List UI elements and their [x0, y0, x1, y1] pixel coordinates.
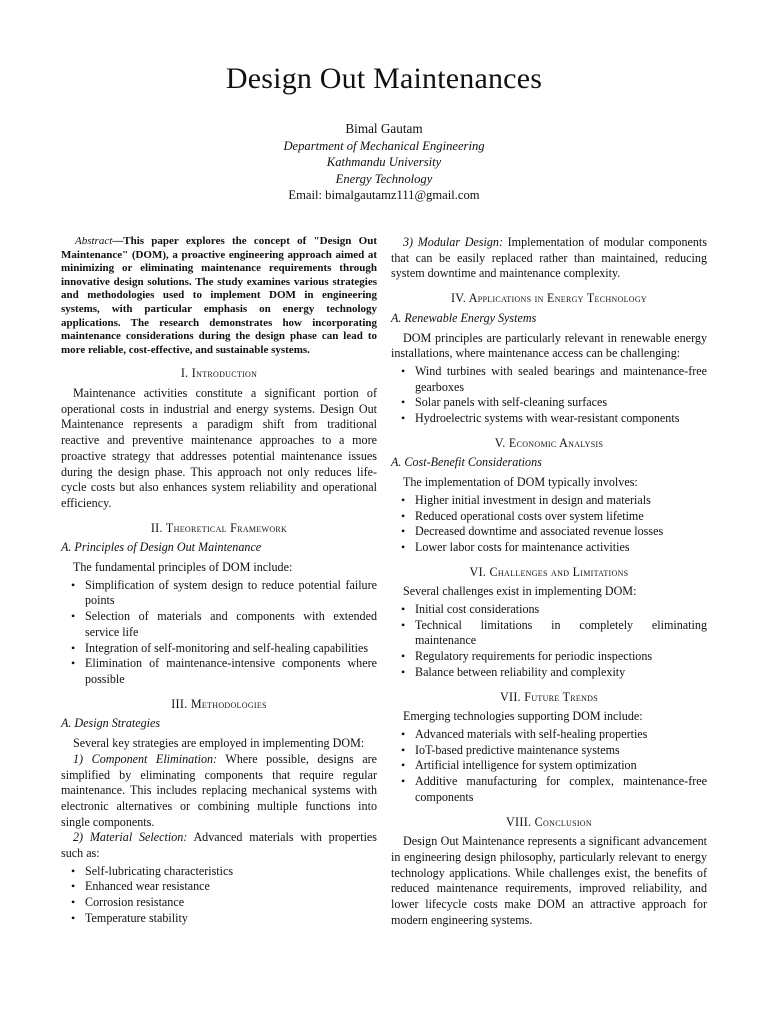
- author-name: Bimal Gautam: [345, 121, 423, 136]
- strategies-intro: Several key strategies are employed in implementing DOM:: [73, 736, 365, 751]
- bullet-icon: •: [71, 910, 76, 925]
- author-program: Energy Technology: [335, 171, 433, 186]
- subsection-heading-cost-benefit: A. Cost-Benefit Considerations: [391, 455, 542, 470]
- future-list: [391, 727, 707, 806]
- bullet-icon: •: [401, 602, 406, 617]
- section-heading-challenges: VI. Challenges and Limitations: [469, 564, 629, 579]
- list-item-text: Temperature stability: [85, 910, 188, 925]
- principles-intro: The fundamental principles of DOM include:: [73, 560, 293, 575]
- list-item-text: Lower labor costs for maintenance activities: [415, 539, 630, 554]
- list-item: [401, 492, 707, 509]
- list-item: [401, 726, 707, 743]
- list-item-text: Corrosion resistance: [85, 895, 185, 910]
- list-item-text: Higher initial investment in design and materials: [415, 492, 651, 507]
- list-item-text: Integration of self-monitoring and self-healing capabilities: [85, 640, 369, 655]
- abstract: [61, 235, 377, 357]
- material-selection-text: Advanced materials with properties such as:: [61, 830, 378, 861]
- list-item-text: Advanced materials with self-healing properties: [415, 726, 648, 741]
- component-elimination-text: Where possible, designs are simplified by eliminating components that require regular maintenance. This includes replacing mechanical systems with electronic alternatives or combining multiple functions into single components.: [61, 751, 377, 829]
- list-item: [401, 617, 707, 649]
- introduction-paragraph: Maintenance activities constitute a significant portion of operational costs in industrial and energy systems. Design Out Maintenance represents a paradigm shift from traditional reactive and preventive maintenance approaches to a more proactive strategy that addresses potential maintenance issues during the design phase. This approach not only reduces life-cycle costs but also enhances system reliability and operational efficiency.: [61, 386, 377, 510]
- bullet-icon: •: [401, 742, 406, 757]
- economic-list: [391, 493, 707, 556]
- section-heading-economic: V. Economic Analysis: [494, 435, 604, 450]
- bullet-icon: •: [71, 863, 76, 878]
- list-item-text: Initial cost considerations: [415, 602, 540, 617]
- list-item: [401, 539, 707, 556]
- author-email: Email: bimalgautamz111@gmail.com: [288, 187, 480, 202]
- list-item-text: Regulatory requirements for periodic inspections: [415, 649, 653, 664]
- list-item: [71, 609, 377, 640]
- list-item-text: Technical limitations in completely eliminating maintenance: [415, 617, 707, 648]
- abstract-lead: Abstract: [75, 235, 113, 247]
- author-university: Kathmandu University: [326, 155, 442, 170]
- list-item-text: Simplification of system design to reduce potential failure points: [85, 577, 377, 608]
- list-item: [71, 895, 377, 911]
- applications-intro: DOM principles are particularly relevant in renewable energy installations, where maintenance access can be challenging:: [391, 330, 707, 361]
- list-item: [401, 742, 707, 759]
- list-item: [401, 774, 707, 805]
- paper-title: Design Out Maintenances: [225, 62, 543, 95]
- list-item: [71, 863, 377, 880]
- list-item-text: Artificial intelligence for system optimization: [415, 758, 637, 773]
- component-elimination-paragraph: [61, 752, 377, 831]
- bullet-icon: •: [401, 508, 406, 523]
- bullet-icon: •: [71, 879, 76, 894]
- bullet-icon: •: [401, 492, 406, 507]
- list-item-text: Elimination of maintenance-intensive components where possible: [85, 656, 377, 686]
- author-department: Department of Mechanical Engineering: [283, 139, 485, 154]
- list-item-text: Balance between reliability and complexity: [415, 664, 626, 679]
- list-item: [401, 649, 707, 665]
- bullet-icon: •: [401, 774, 406, 789]
- bullet-icon: •: [401, 411, 406, 426]
- list-item: [71, 656, 377, 687]
- author-block: [0, 121, 768, 203]
- list-item-text: Self-lubricating characteristics: [85, 863, 234, 878]
- applications-list: [391, 364, 707, 427]
- section-heading-conclusion: VIII. Conclusion: [506, 814, 592, 829]
- bullet-icon: •: [71, 609, 76, 624]
- modular-design-label: 3) Modular Design:: [403, 235, 503, 249]
- modular-design-paragraph: [391, 235, 707, 282]
- list-item-text: Reduced operational costs over system lifetime: [415, 508, 644, 523]
- list-item: [401, 524, 707, 540]
- future-intro: Emerging technologies supporting DOM include:: [403, 709, 643, 724]
- list-item-text: Solar panels with self-cleaning surfaces: [415, 395, 608, 410]
- list-item: [71, 640, 377, 657]
- bullet-icon: •: [71, 577, 76, 592]
- bullet-icon: •: [401, 664, 406, 679]
- principles-list: [61, 578, 377, 688]
- bullet-icon: •: [71, 640, 76, 655]
- list-item: [401, 602, 707, 618]
- list-item: [71, 910, 377, 927]
- list-item: [401, 508, 707, 525]
- section-heading-future-trends: VII. Future Trends: [499, 689, 599, 704]
- section-heading-introduction: I. Introduction: [180, 366, 258, 381]
- material-selection-label: 2) Material Selection:: [73, 830, 188, 845]
- bullet-icon: •: [401, 363, 406, 378]
- bullet-icon: •: [401, 617, 406, 632]
- list-item: [401, 664, 707, 681]
- right-column: [391, 235, 707, 928]
- list-item-text: Additive manufacturing for complex, maintenance-free components: [415, 774, 707, 804]
- material-properties-list: [61, 864, 377, 927]
- material-selection-paragraph: [61, 830, 377, 861]
- list-item-text: IoT-based predictive maintenance systems: [415, 742, 620, 757]
- bullet-icon: •: [401, 395, 406, 410]
- bullet-icon: •: [71, 656, 76, 671]
- subsection-heading-design-strategies: A. Design Strategies: [61, 716, 161, 731]
- modular-design-text: Implementation of modular components that can be easily replaced rather than maintained, reducing system downtime and maintenance complexity.: [391, 235, 707, 281]
- list-item-text: Enhanced wear resistance: [85, 879, 210, 894]
- bullet-icon: •: [401, 758, 406, 773]
- list-item: [401, 395, 707, 411]
- component-elimination-label: 1) Component Elimination:: [73, 751, 218, 766]
- subsection-heading-renewable: A. Renewable Energy Systems: [391, 310, 537, 325]
- list-item: [401, 758, 707, 774]
- list-item-text: Wind turbines with sealed bearings and maintenance-free gearboxes: [415, 363, 707, 394]
- list-item: [71, 879, 377, 895]
- list-item-text: Decreased downtime and associated revenue losses: [415, 524, 664, 539]
- economic-intro: The implementation of DOM typically involves:: [403, 475, 638, 490]
- abstract-text: —This paper explores the concept of "Design Out Maintenance" (DOM), a proactive engineering approach aimed at minimizing or eliminating maintenance requirements through innovative design solutions. The study examines various strategies and methodologies used to implement DOM in engineering systems, with particular emphasis on energy technology applications. The research demonstrates how incorporating maintenance considerations during the design phase can lead to more reliable, cost-effective, and sustainable systems.: [61, 235, 377, 356]
- section-heading-methodologies: III. Methodologies: [171, 696, 267, 711]
- challenges-list: [391, 602, 707, 681]
- bullet-icon: •: [401, 539, 406, 554]
- list-item-text: Selection of materials and components with extended service life: [85, 609, 377, 639]
- bullet-icon: •: [71, 895, 76, 910]
- list-item-text: Hydroelectric systems with wear-resistant components: [415, 411, 680, 426]
- bullet-icon: •: [401, 524, 406, 539]
- subsection-heading-principles: A. Principles of Design Out Maintenance: [61, 540, 262, 555]
- left-column: [61, 235, 377, 929]
- bullet-icon: •: [401, 649, 406, 664]
- challenges-intro: Several challenges exist in implementing DOM:: [403, 584, 637, 599]
- list-item: [401, 363, 707, 395]
- list-item: [71, 577, 377, 609]
- conclusion-paragraph: Design Out Maintenance represents a significant advancement in engineering design philosophy, particularly relevant to energy technology applications. While challenges exist, the benefits of reduced maintenance requirements, improved reliability, and lower lifecycle costs make DOM an attractive approach for modern engineering systems.: [391, 834, 707, 927]
- bullet-icon: •: [401, 726, 406, 741]
- list-item: [401, 411, 707, 427]
- section-heading-applications: IV. Applications in Energy Technology: [450, 291, 648, 306]
- section-heading-theoretical-framework: II. Theoretical Framework: [150, 520, 288, 535]
